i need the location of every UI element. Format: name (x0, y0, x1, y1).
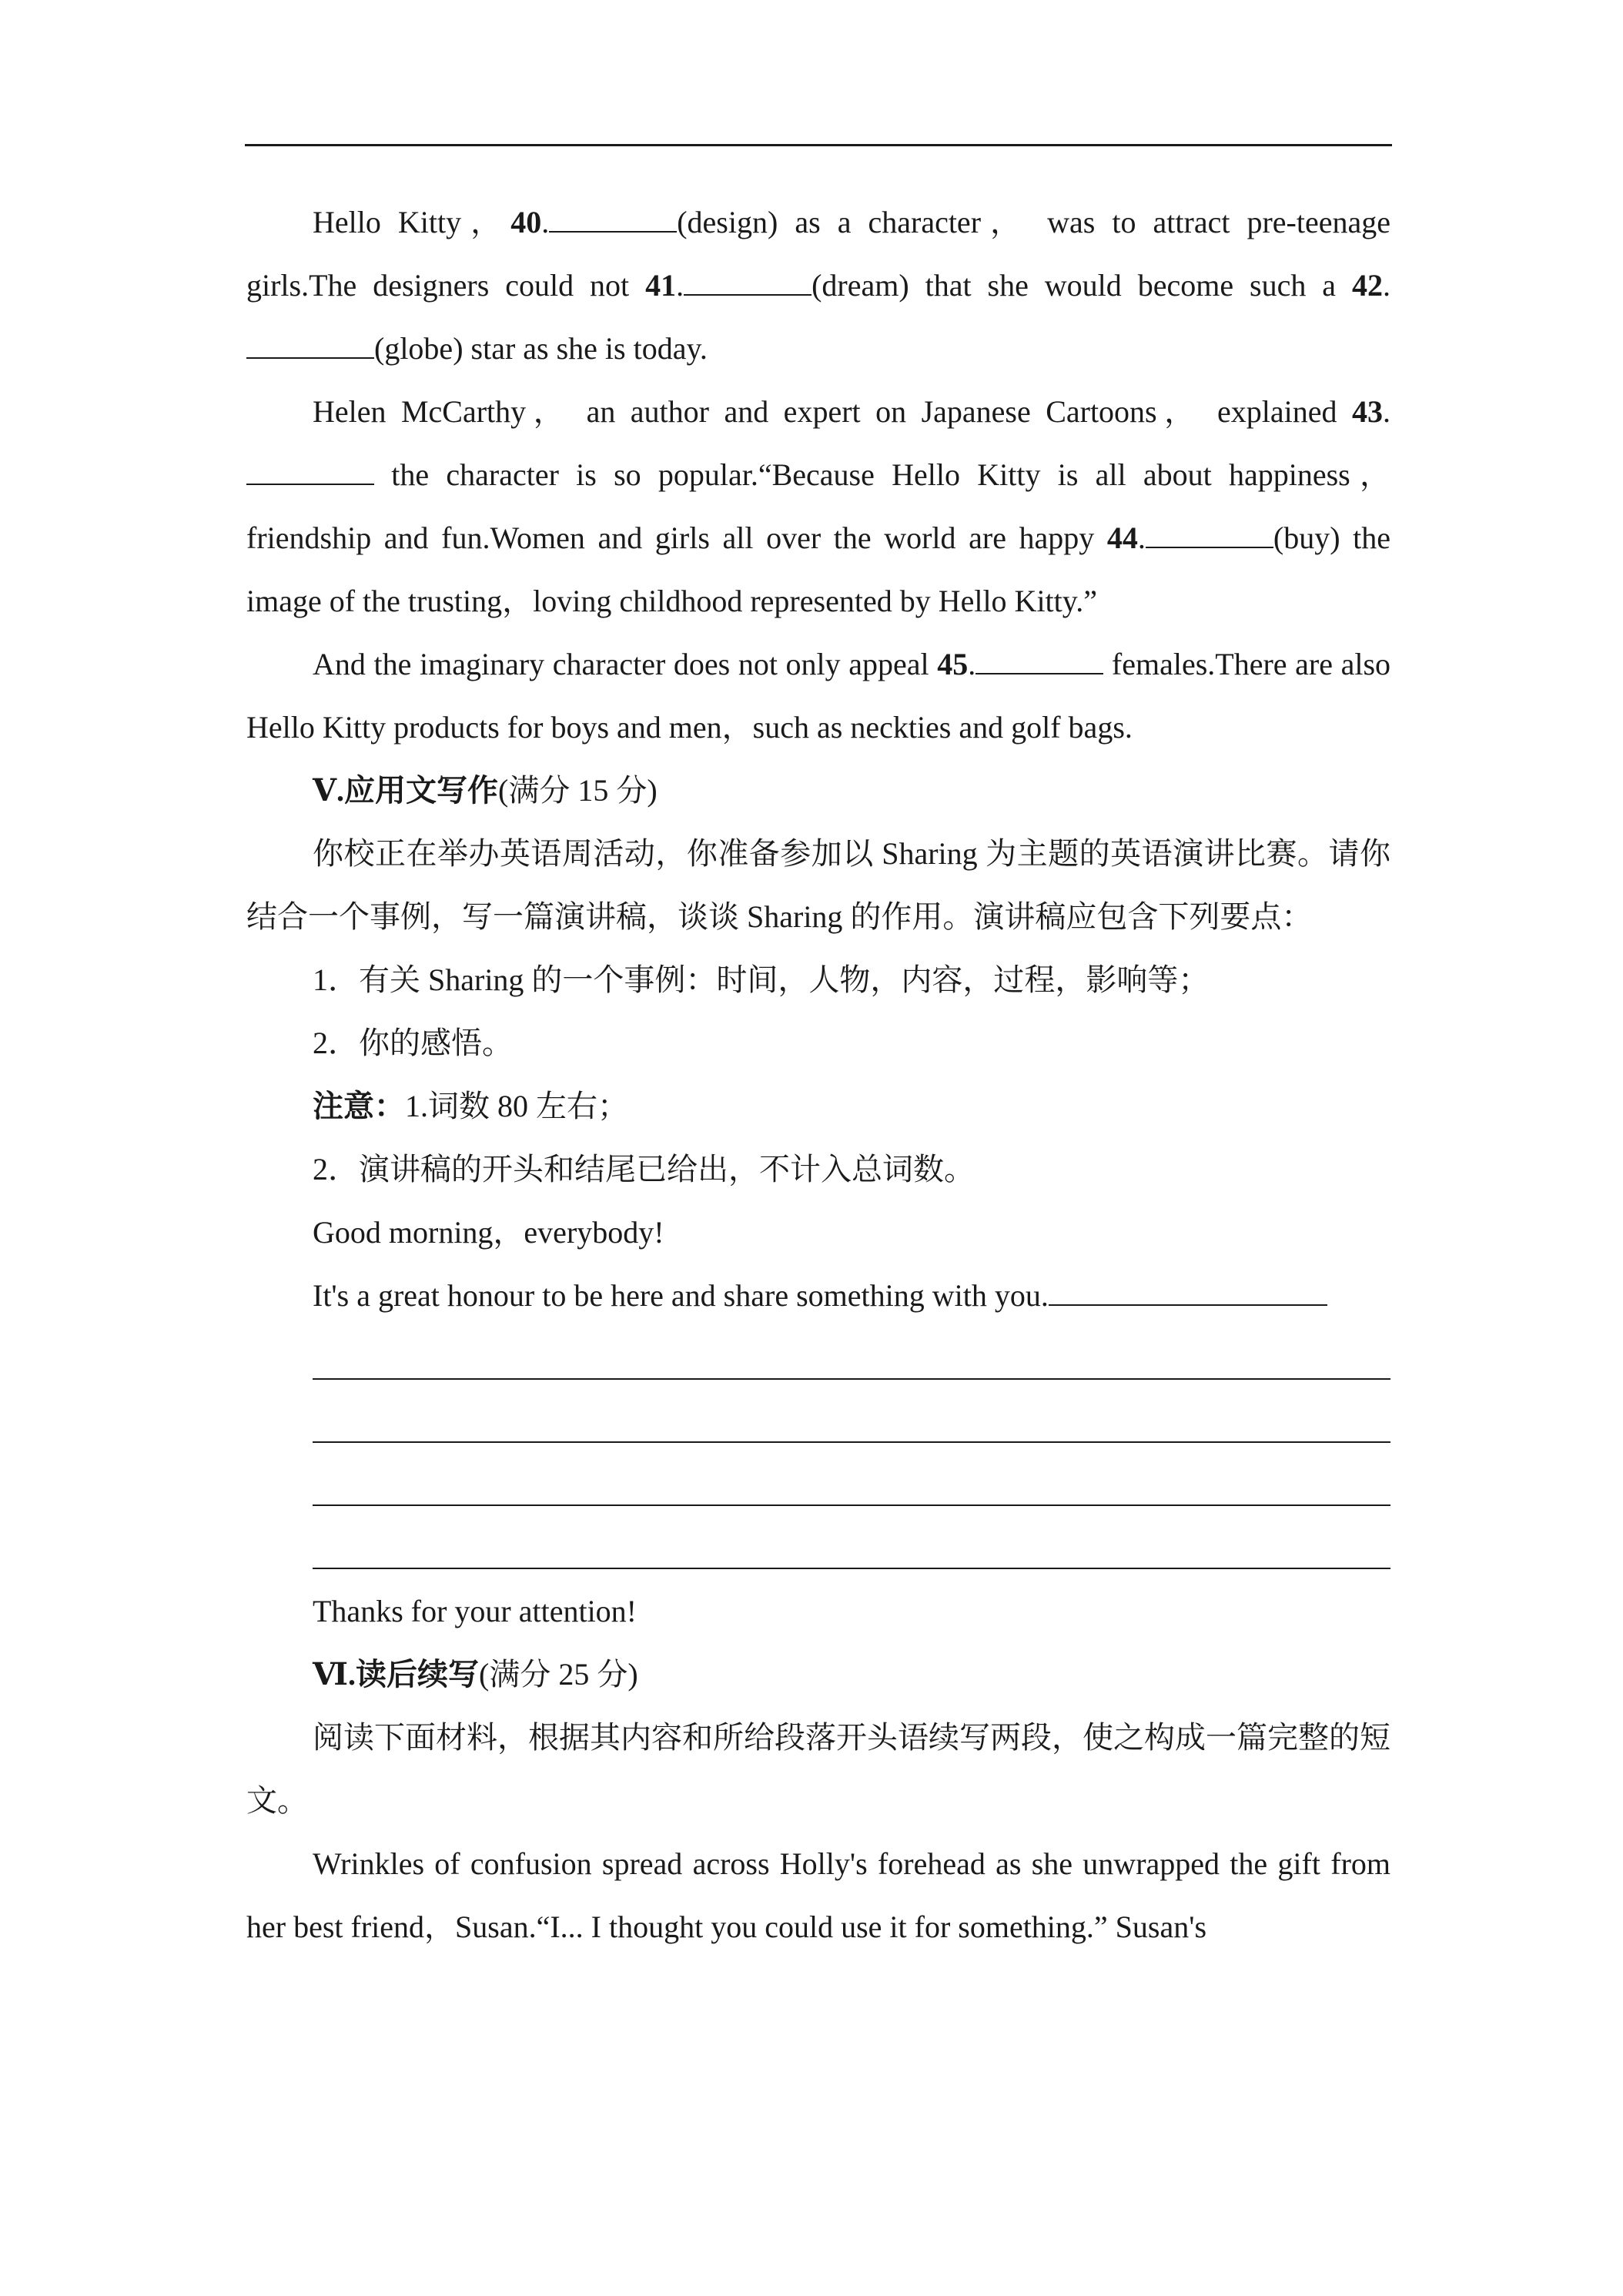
section-5-title (246, 759, 1390, 822)
note-label: 注意： (313, 1089, 405, 1123)
writing-blank-first[interactable] (1049, 1281, 1327, 1306)
note-item-1: 1.词数 80 左右； (405, 1089, 628, 1123)
passage-paragraph-2: Helen McCarthy， an author and expert on Japanese Cartoons， explained 43. the character is so popular.“Because Hello Kitty is all about happiness， friendship and fun.Women and girls all over the world are happy 44. (buy) the image of the trusting，loving childhood represented by Hello Kitty.” (246, 394, 1391, 618)
text-segment: (buy) the image of the trusting，loving childhood represented by Hello Kitty.” (246, 520, 1390, 618)
question-number-45: 45 (937, 647, 969, 681)
section-5-note-2: 2．演讲稿的开头和结尾已给出，不计入总词数。 (313, 1152, 975, 1186)
text-segment: (design) as a character， was to attract pre‐teenage girls.The designers could not (246, 205, 1391, 303)
question-number-44: 44 (1106, 520, 1138, 555)
blank-42[interactable] (246, 334, 374, 359)
speech-greeting: Good morning，everybody! (313, 1215, 664, 1250)
passage-paragraph-1: Hello Kitty，40. (design) as a character， was to attract pre‐teenage girls.The designers could not 41. (dream) that she would become such a 42.(globe) star as she is today. (246, 205, 1391, 366)
section-5-score: (满分 15 分) (498, 773, 658, 808)
writing-line-2[interactable] (313, 1391, 1390, 1454)
text-segment: the character is so popular.“Because Hello Kitty is all about happiness， friendship and fun.Women and girls all over the world are happy (246, 457, 1390, 555)
section-5-note (246, 1075, 1390, 1138)
speech-opening-text: It's a great honour to be here and share something with you. (313, 1278, 1049, 1313)
writing-line-1[interactable] (313, 1327, 1390, 1391)
text-segment: Helen McCarthy， an author and expert on Japanese Cartoons， explained (313, 394, 1337, 429)
question-number-43: 43 (1352, 394, 1384, 429)
text-segment: (dream) that she would become such a (812, 268, 1337, 303)
question-number-42: 42 (1352, 268, 1383, 303)
writing-line-4[interactable] (313, 1517, 1390, 1580)
blank-45[interactable] (975, 650, 1103, 674)
question-number-40: 40 (510, 205, 542, 239)
section-6-score: (满分 25 分) (479, 1657, 638, 1692)
section-5-point-2: 2．你的感悟。 (313, 1026, 513, 1060)
text-segment: And the imaginary character does not only appeal (313, 647, 929, 681)
section-5-point-1: 1．有关 Sharing 的一个事例：时间，人物，内容，过程，影响等； (313, 962, 1210, 997)
section-6-intro: 阅读下面材料，根据其内容和所给段落开头语续写两段，使之构成一篇完整的短文。 (246, 1720, 1390, 1818)
text-segment: (globe) star as she is today. (374, 331, 708, 366)
speech-closing: Thanks for your attention! (313, 1594, 637, 1628)
blank-43[interactable] (246, 460, 374, 485)
text-segment: Hello Kitty， (313, 205, 511, 239)
question-number-41: 41 (645, 268, 677, 303)
section-6-title (246, 1643, 1390, 1706)
blank-44[interactable] (1146, 524, 1273, 548)
blank-40[interactable] (549, 208, 677, 233)
section-5-heading: Ⅴ.应用文写作 (313, 773, 499, 808)
blank-41[interactable] (684, 271, 812, 296)
header-rule (245, 144, 1392, 146)
story-paragraph: Wrinkles of confusion spread across Holly's forehead as she unwrapped the gift from her best friend，Susan.“I... I thought you could use it for something.” Susan's (246, 1846, 1390, 1944)
passage-paragraph-3: And the imaginary character does not only appeal 45. females.There are also Hello Kitty products for boys and men，such as neckties and golf bags. (246, 647, 1391, 745)
speech-opening (246, 1264, 1390, 1327)
page-content (246, 191, 1390, 1959)
writing-line-3[interactable] (313, 1454, 1390, 1517)
text-segment: females.There are also Hello Kitty products for boys and men，such as neckties and golf bags. (246, 647, 1391, 745)
section-6-heading: Ⅵ.读后续写 (313, 1657, 479, 1692)
section-5-intro: 你校正在举办英语周活动，你准备参加以 Sharing 为主题的英语演讲比赛。请你结合一个事例，写一篇演讲稿，谈谈 Sharing 的作用。演讲稿应包含下列要点： (246, 836, 1390, 934)
